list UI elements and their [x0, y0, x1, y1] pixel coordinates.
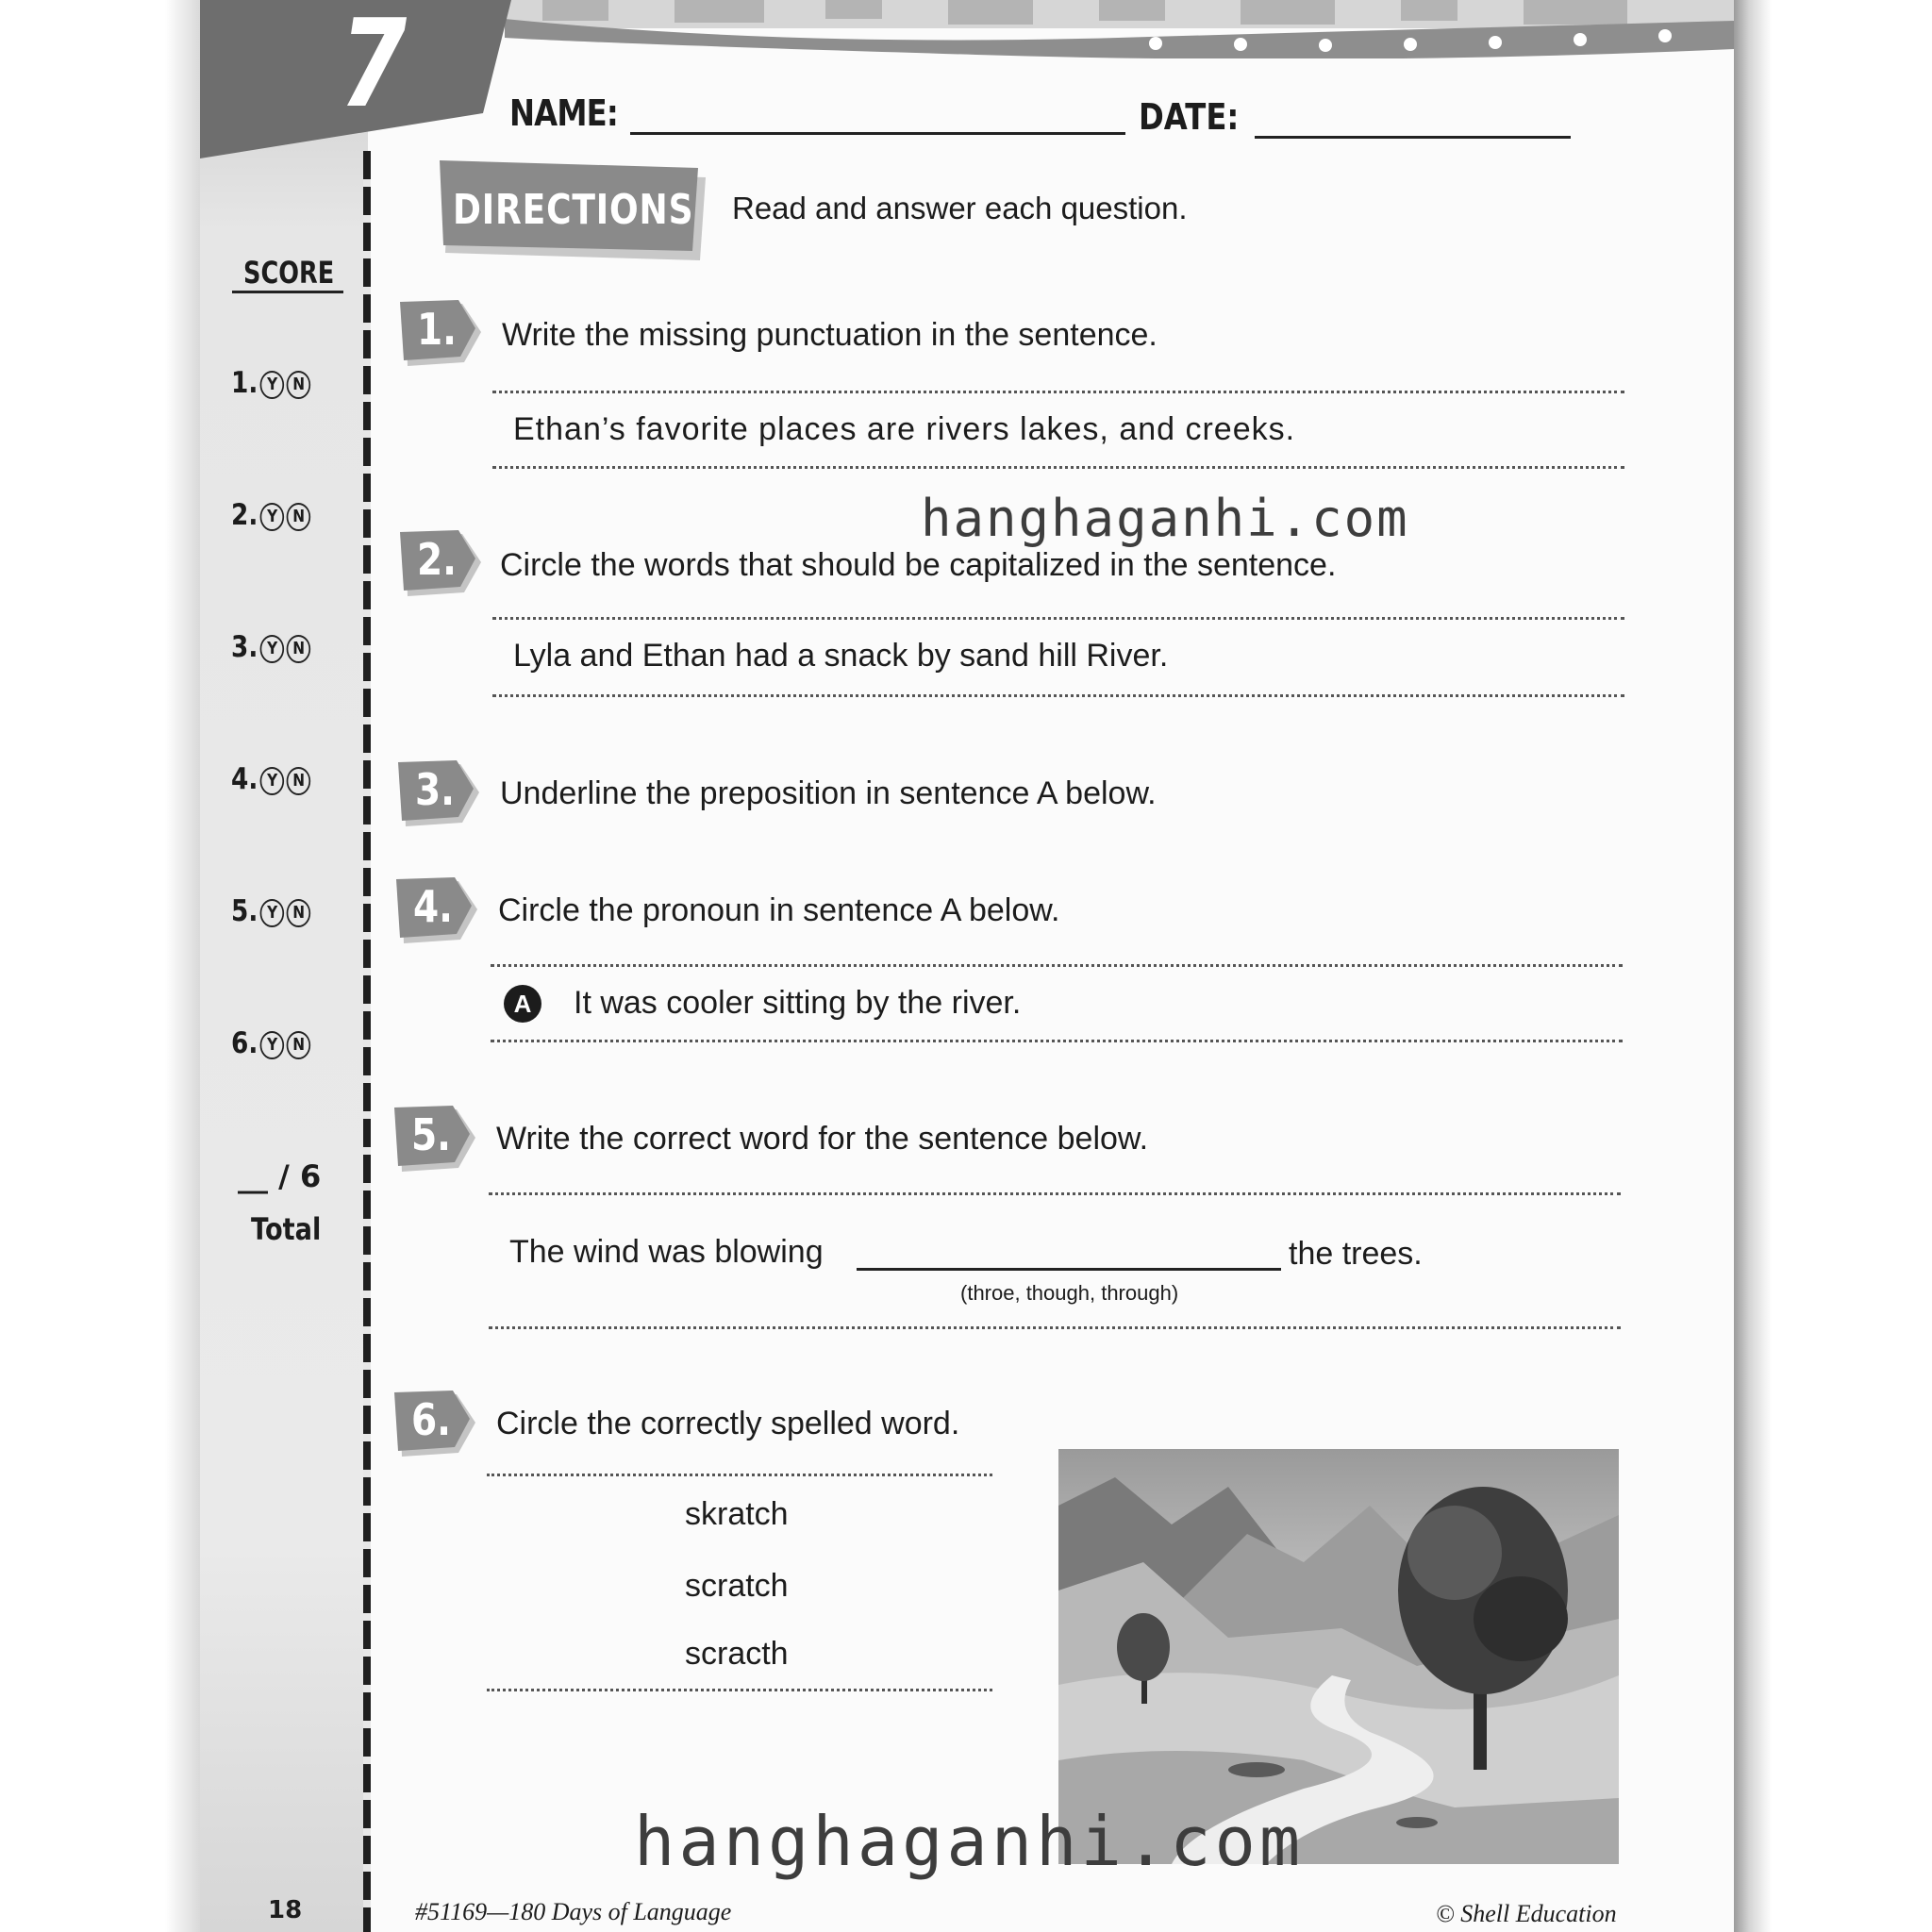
dotted-rule — [487, 1474, 992, 1476]
sentence-a-marker: A — [504, 985, 541, 1023]
question-number: 3. — [414, 764, 456, 815]
cut-line — [363, 151, 371, 1932]
score-row-3: 3. Y N — [231, 630, 310, 664]
question-sentence[interactable]: It was cooler sitting by the river. — [574, 985, 1022, 1021]
question-prompt: Circle the correctly spelled word. — [496, 1406, 960, 1441]
score-row-5: 5. Y N — [231, 894, 310, 928]
dotted-rule — [489, 1326, 1621, 1329]
yes-circle[interactable]: Y — [260, 1031, 285, 1059]
sentence-start: The wind was blowing — [509, 1234, 824, 1270]
day-number: 7 — [340, 0, 405, 135]
score-row-1: 1. Y N — [231, 366, 310, 400]
question-prompt: Circle the words that should be capitalized in the sentence. — [500, 547, 1337, 583]
no-circle[interactable]: N — [287, 1031, 311, 1059]
dotted-rule — [492, 617, 1624, 620]
dotted-rule — [492, 694, 1624, 697]
score-row-2: 2. Y N — [231, 498, 310, 532]
page-edge-right — [1734, 0, 1772, 1932]
question-number: 6. — [410, 1394, 452, 1445]
question-number: 4. — [412, 881, 454, 932]
spelling-choice-3[interactable]: scracth — [685, 1636, 789, 1672]
dotted-rule — [491, 1040, 1623, 1042]
question-number: 1. — [416, 304, 458, 355]
word-choices-hint: (throe, though, through) — [960, 1281, 1179, 1305]
answer-blank[interactable] — [857, 1268, 1281, 1271]
score-row-6: 6. Y N — [231, 1026, 310, 1060]
question-sentence[interactable]: Lyla and Ethan had a snack by sand hill River. — [513, 638, 1169, 674]
yes-circle[interactable]: Y — [260, 767, 285, 795]
question-prompt: Write the missing punctuation in the sentence. — [502, 317, 1158, 353]
question-prompt: Write the correct word for the sentence below. — [496, 1121, 1149, 1157]
page-edge-left — [165, 0, 201, 1932]
question-number: 5. — [410, 1109, 452, 1160]
spelling-choice-1[interactable]: skratch — [685, 1496, 789, 1532]
date-field[interactable] — [1255, 136, 1571, 139]
date-label: DATE: — [1139, 96, 1240, 138]
question-number: 2. — [416, 534, 458, 585]
yes-circle[interactable]: Y — [260, 371, 285, 399]
dotted-rule — [489, 1192, 1621, 1195]
dotted-rule — [491, 964, 1623, 967]
score-row-4: 4. Y N — [231, 762, 310, 796]
directions-text: Read and answer each question. — [732, 191, 1188, 225]
page-number: 18 — [268, 1896, 303, 1924]
name-label: NAME: — [509, 92, 618, 134]
yes-circle[interactable]: Y — [260, 635, 285, 663]
no-circle[interactable]: N — [287, 371, 311, 399]
dotted-rule — [492, 466, 1624, 469]
question-prompt: Circle the pronoun in sentence A below. — [498, 892, 1060, 928]
sentence-end: the trees. — [1289, 1236, 1423, 1272]
directions-title: DIRECTIONS — [453, 186, 694, 234]
question-prompt: Underline the preposition in sentence A below. — [500, 775, 1157, 811]
question-sentence[interactable]: Ethan’s favorite places are rivers lakes, and creeks. — [513, 411, 1296, 447]
score-title: SCORE — [243, 255, 335, 291]
publisher: © Shell Education — [1436, 1900, 1617, 1927]
spelling-choice-2[interactable]: scratch — [685, 1568, 789, 1604]
no-circle[interactable]: N — [287, 767, 311, 795]
yes-circle[interactable]: Y — [260, 899, 285, 927]
watermark-top: hanghaganhi.com — [921, 489, 1409, 548]
yes-circle[interactable]: Y — [260, 503, 285, 531]
dotted-rule — [487, 1689, 992, 1691]
no-circle[interactable]: N — [287, 635, 311, 663]
watermark-bottom: hanghaganhi.com — [634, 1802, 1305, 1881]
no-circle[interactable]: N — [287, 899, 311, 927]
total-score[interactable]: __ / 6 — [238, 1158, 322, 1194]
dotted-rule — [492, 391, 1624, 393]
no-circle[interactable]: N — [287, 503, 311, 531]
score-underline — [232, 291, 343, 293]
header-decoration — [505, 0, 1734, 58]
total-label: Total — [251, 1211, 322, 1247]
name-field[interactable] — [630, 132, 1125, 135]
book-title: #51169—180 Days of Language — [415, 1898, 732, 1925]
